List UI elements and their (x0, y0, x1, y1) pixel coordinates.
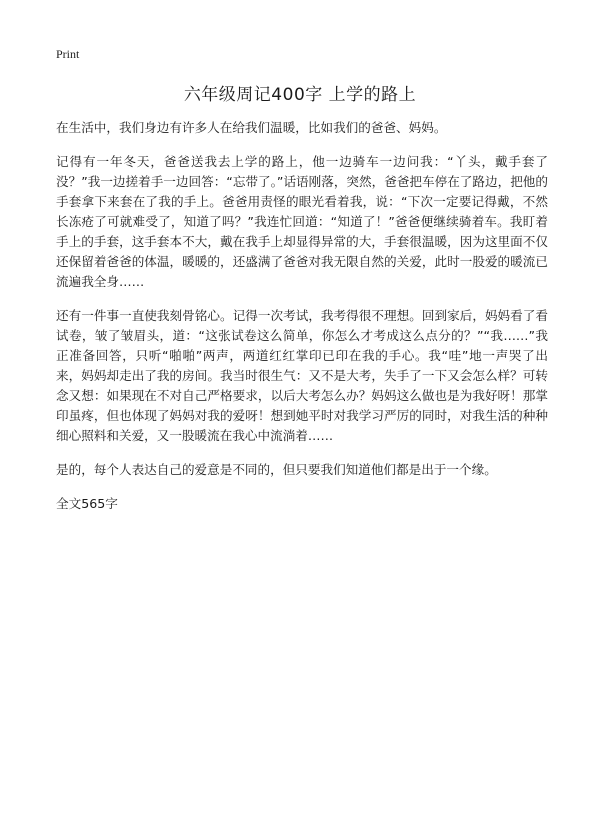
print-link[interactable]: Print (56, 47, 80, 61)
paragraph-intro: 在生活中，我们身边有许多人在给我们温暖，比如我们的爸爸、妈妈。 (56, 120, 447, 135)
word-count: 全文565字 (56, 496, 118, 511)
article-body (56, 118, 548, 514)
paragraph-father: 记得有一年冬天，爸爸送我去上学的路上，他一边骑车一边问我：“丫头，戴手套了没？”我一边搓着手一边回答：“忘带了。”话语刚落，突然，爸爸把车停在了路边，把他的手套拿下来套在了我的手上。爸爸用责怪的眼光看着我，说：“下次一定要记得戴，不然长冻疮了可就难受了，知道了吗？”我连忙回道：“知道了！”爸爸便继续骑着车。我盯着手上的手套，这手套本不大，戴在我手上却显得异常的大，手套很温暖，因为这里面不仅还保留着爸爸的体温，暖暖的，还盛满了爸爸对我无限自然的关爱，此时一股爱的暖流已流遍我全身…… (56, 154, 548, 289)
paragraph-mother: 还有一件事一直使我刻骨铭心。记得一次考试，我考得很不理想。回到家后，妈妈看了看试卷，皱了皱眉头，道：“这张试卷这么简单，你怎么才考成这么点分的？”“我……”我正准备回答，只听“啪啪”两声，两道红红掌印已印在我的手心。我“哇”地一声哭了出来，妈妈却走出了我的房间。我当时很生气：又不是大考，失手了一下又会怎么样？可转念又想：如果现在不对自己严格要求，以后大考怎么办？妈妈这么做也是为我好呀！那掌印虽疼，但也体现了妈妈对我的爱呀！想到她平时对我学习严厉的同时，对我生活的种种细心照料和关爱，又一股暖流在我心中流淌着…… (56, 308, 548, 443)
page-title: 六年级周记400字 上学的路上 (183, 85, 417, 105)
paragraph-conclusion: 是的，每个人表达自己的爱意是不同的，但只要我们知道他们都是出于一个缘。 (56, 462, 497, 477)
